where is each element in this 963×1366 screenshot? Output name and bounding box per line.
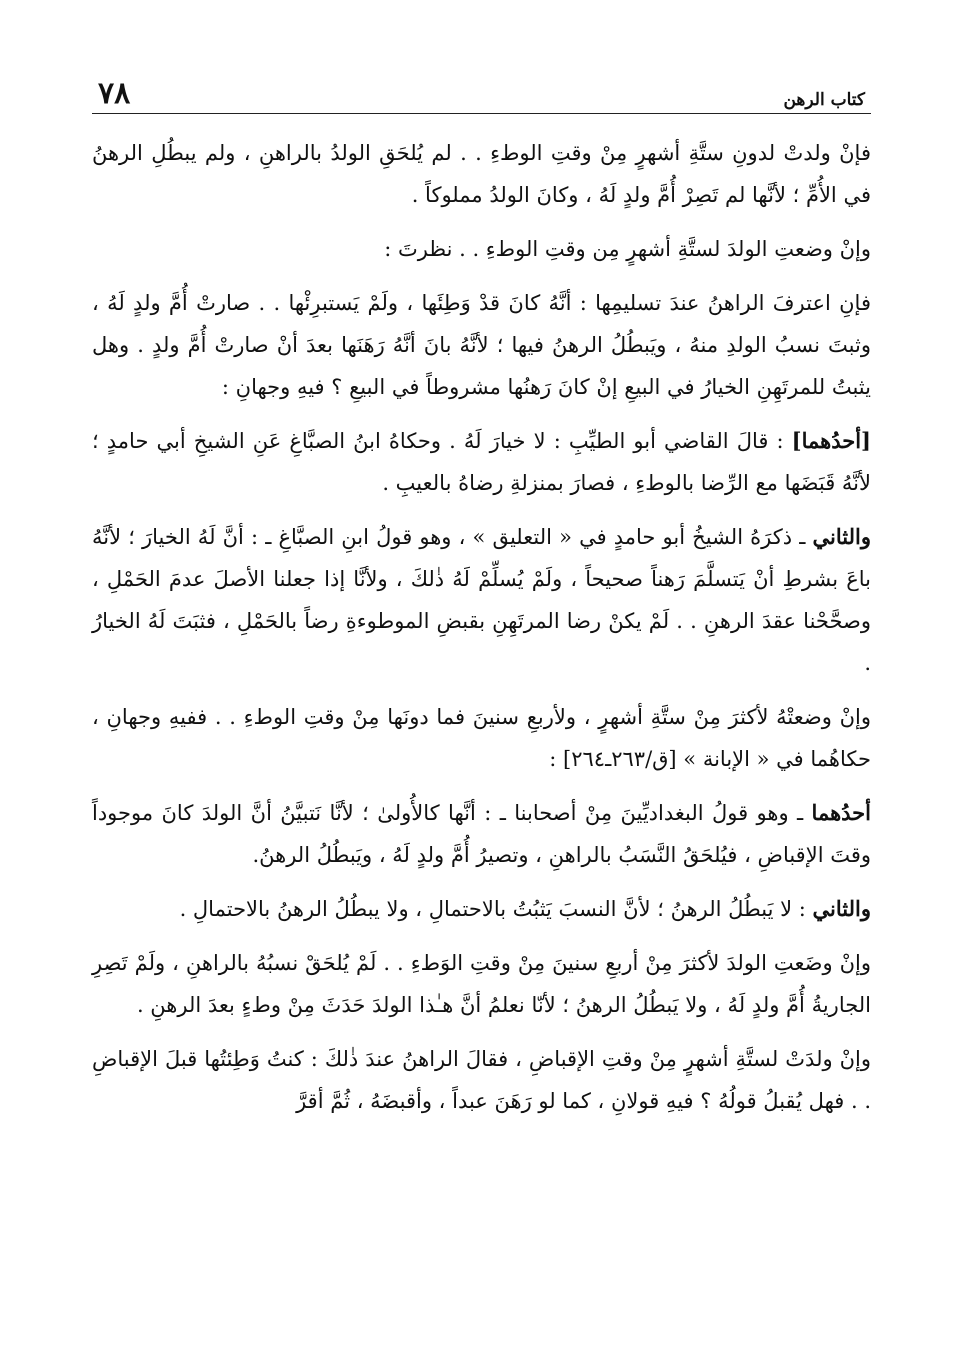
paragraph: وإنْ وضَعتِ الولدَ لأكثرَ مِنْ أربعِ سنينَ مِنْ وقتِ الوَطءِ . . لَمْ يُلحَقْ نسبُهُ بالراهنِ ، ولَمْ تَصِرِ الجاريةُ أُمَّ ولدٍ لَهُ ، ولا يَبطُلُ الرهنُ ؛ لأنّا نعلمُ أنَّ هـٰذا الولدَ حَدَثَ مِنْ وطءٍ بعدَ الرهنِ .: [92, 951, 871, 1017]
paragraph: أحدُهما ـ وهو قولُ البغداديِّينَ مِنْ أصحابنا ـ : أنَّها كالأُولىٰ ؛ لأنَّا نَتبيَّنُ أنَّ الولدَ كانَ موجوداً وقتَ الإقباضِ ، فيُلحَقُ النَّسَبُ بالراهنِ ، وتصيرُ أُمَّ ولدٍ لَهُ ، ويَبطُلُ الرهنُ.: [92, 800, 871, 867]
paragraph: [أحدُهما] : قالَ القاضي أبو الطيِّبِ : لا خيارَ لَهُ . وحكاهُ ابنُ الصبَّاغِ عَنِ الشيخِ أبي حامدٍ ؛ لأنَّهُ قَبَضَها مع الرِّضا بالوطءِ ، فصارَ بمنزلةِ رضاهُ بالعيبِ .: [92, 428, 871, 495]
paragraph: وإنْ ولدَتْ لستَّةِ أشهرٍ مِنْ وقتِ الإقباضِ ، فقالَ الراهنُ عندَ ذٰلكَ : كنتُ وَطِئتُها قبلَ الإقباضِ . . فهل يُقبلُ قولُهُ ؟ فيهِ قولانِ ، كما لو رَهَنَ عبداً ، وأقبضَهُ ، ثُمَّ أقرَّ: [92, 1047, 871, 1113]
paragraph-lead: أحدُهما: [811, 800, 871, 825]
page-header: [92, 70, 871, 114]
paragraph-lead: [أحدُهما]: [791, 428, 871, 453]
running-title: كتاب الرهن: [783, 90, 865, 110]
paragraph-lead: والثاني: [812, 524, 871, 549]
paragraph: فإنْ ولدتْ لدونِ ستَّةِ أشهرٍ مِنْ وقتِ الوطءِ . . لم يُلحَقِ الولدُ بالراهنِ ، ولم يبطُلِ الرهنُ في الأُمِّ ؛ لأنَّها لم تَصِرْ أُمَّ ولدٍ لَهُ ، وكانَ الولدُ مملوكاً .: [92, 141, 871, 207]
paragraph: فإنِ اعترفَ الراهنُ عندَ تسليمِها : أنَّهُ كانَ قدْ وَطِئَها ، ولَمْ يَستبرِئْها . . صارتْ أُمَّ ولدٍ لَهُ ، وثبتَ نسبُ الولدِ منهُ ، ويَبطُلُ الرهنُ فيها ؛ لأنَّهُ بانَ أنَّهُ رَهَنَها بعدَ أنْ صارتْ أُمَّ ولدٍ . وهل يثبتُ للمرتَهِنِ الخيارُ في البيعِ إنْ كانَ رَهنُها مشروطاً في البيعِ ؟ فيهِ وجهانِ :: [92, 291, 871, 399]
paragraph: وإنْ وضعتِ الولدَ لستَّةِ أشهرٍ مِن وقتِ الوطءِ . . نظرتَ :: [384, 237, 871, 261]
page-body: [92, 132, 871, 1122]
paragraph: والثاني : لا يَبطُلُ الرهنُ ؛ لأنَّ النسبَ يَثبُتُ بالاحتمالِ ، ولا يبطُلُ الرهنُ بالاحتمالِ .: [179, 896, 871, 921]
page-number: ٧٨: [98, 76, 131, 111]
paragraph: وإنْ وضعتْهُ لأكثرَ مِنْ ستَّةِ أشهرٍ ، ولأربعِ سنينَ فما دونَها مِنْ وقتِ الوطءِ . . ففيهِ وجهانِ ، حكاهُما في « الإبانة » [ق/٢٦٣ـ٢٦٤] :: [92, 705, 871, 771]
paragraph-lead: والثاني: [812, 896, 871, 921]
paragraph: والثاني ـ ذكرَهُ الشيخُ أبو حامدٍ في « التعليق » ، وهو قولُ ابنِ الصبَّاغِ ـ : أنَّ لَهُ الخيارَ ؛ لأنَّهُ باعَ بشرطِ أنْ يَتسلَّمَ رَهناً صحيحاً ، ولَمْ يُسلِّمْ لَهُ ذٰلكَ ، ولأنَّا إذا جعلنا الأصلَ عدمَ الحَمْلِ ، وصحَّحْنا عقدَ الرهنِ . . لَمْ يكنْ رضا المرتَهِنِ بقبضِ الموطوءةِ رضاً بالحَمْلِ ، فثبَتَ لَهُ الخيارُ .: [92, 524, 871, 675]
